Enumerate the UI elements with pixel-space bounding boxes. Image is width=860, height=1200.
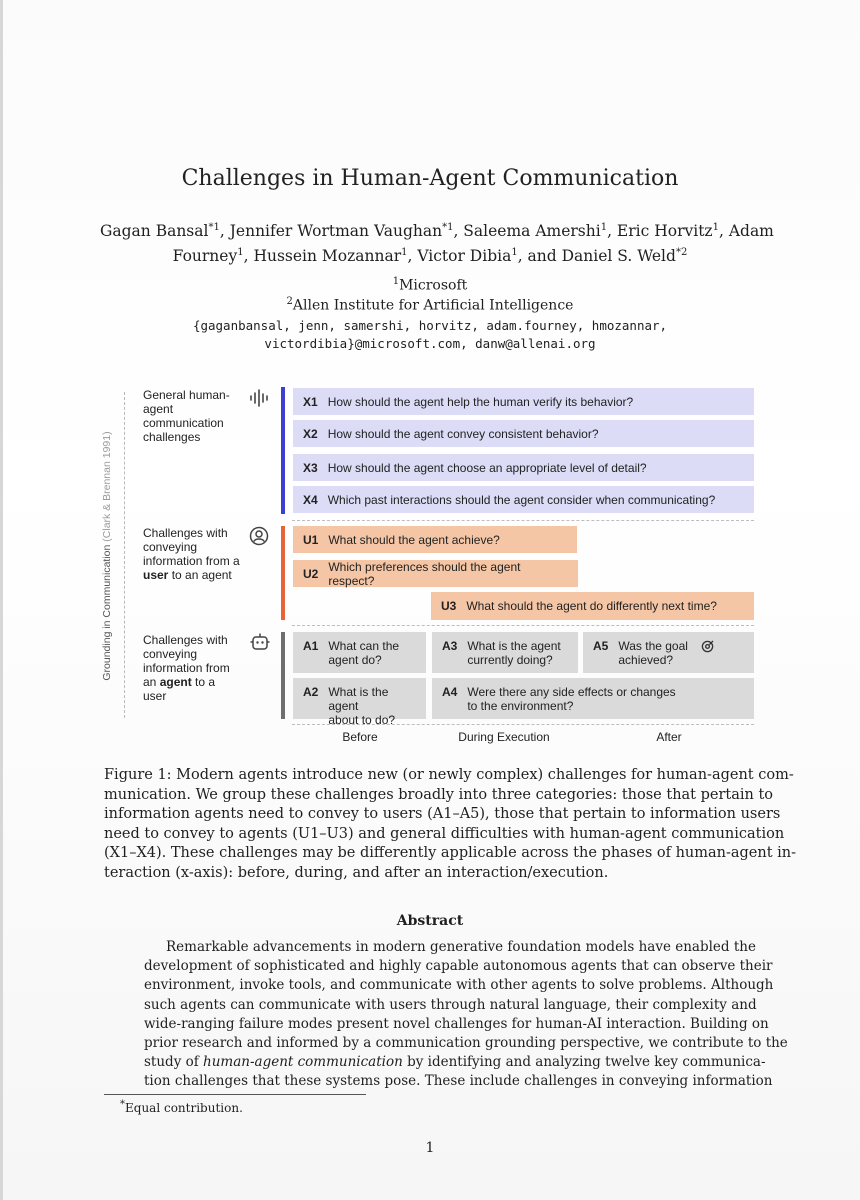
- category-agent-label: Challenges with conveying information from an agent to a user: [143, 633, 230, 703]
- challenge-a1: A1 What can the agent do?: [293, 632, 426, 673]
- target-check-icon: [701, 640, 714, 653]
- footnote: *Equal contribution.: [120, 1099, 243, 1115]
- footnote-rule: [104, 1094, 366, 1095]
- category-general-label: General human- agent communication challenges: [143, 388, 230, 444]
- phase-after: After: [656, 730, 682, 744]
- category-user-bar: [281, 526, 285, 620]
- challenge-x3: X3 How should the agent choose an appropriate level of detail?: [293, 454, 754, 481]
- author-line: Fourney$^1$, Hussein Mozannar$^1$, Victor Dibia$^1$, and Daniel S. Weld$^{*2}$: [172, 247, 688, 266]
- abstract-body: Remarkable advancements in modern generative foundation models have enabled the development of sophisticated and highly capable autonomous agents that can observe their environment, invoke tools, and communicate with other agents to solve problems. Although such agents can communicate with users through natural language, their complexity and wide-ranging failure modes present novel challenges for human-AI interaction. Building on prior research and informed by a communication grounding perspective, we contribute to the study of human-agent communication by identifying and analyzing twelve key communica- tion challenges that these systems pose. These include challenges in conveying information: [144, 939, 788, 1090]
- affiliation-microsoft: $^1$Microsoft: [392, 276, 468, 294]
- challenge-x4: X4 Which past interactions should the agent consider when communicating?: [293, 486, 754, 513]
- affiliation-ai2: $^2$Allen Institute for Artificial Intelligence: [286, 296, 574, 314]
- challenge-u1: U1 What should the agent achieve?: [293, 526, 577, 553]
- author-list: [100, 217, 774, 267]
- row-separator: [292, 625, 754, 626]
- figure-caption: Figure 1: Modern agents introduce new (or newly complex) challenges for human-agent com- munication. We group these challenges broadly into three categories: those that pertain to information agents need to convey to users (A1–A5), those that pertain to information users need to convey to agents (U1–U3) and general difficulties with human-agent communication (X1–X4). These challenges may be differently applicable across the phases of human-agent in- teraction (x-axis): before, during, and after an interaction/execution.: [104, 767, 797, 881]
- challenge-a2: A2 What is the agent about to do?: [293, 678, 426, 719]
- email-line: {gaganbansal, jenn, samershi, horvitz, adam.fourney, hmozannar,: [192, 318, 668, 333]
- axis-dashed-line: [124, 392, 125, 718]
- challenge-a5: A5 Was the goal achieved?: [583, 632, 754, 673]
- side-label-citation: (Clark & Brennan 1991): [101, 431, 113, 542]
- paper-title: Challenges in Human-Agent Communication: [181, 166, 679, 191]
- challenge-x1: X1 How should the agent help the human verify its behavior?: [293, 388, 754, 415]
- robot-icon: [249, 632, 271, 652]
- side-axis-label: [101, 406, 113, 706]
- challenge-a3: A3 What is the agent currently doing?: [432, 632, 578, 673]
- abstract-heading: Abstract: [396, 913, 464, 929]
- page-number: 1: [425, 1140, 435, 1156]
- phase-before: Before: [342, 730, 378, 744]
- challenge-a4: A4 Were there any side effects or changes to the environment?: [432, 678, 754, 719]
- user-icon: [249, 526, 269, 546]
- author-line: Gagan Bansal$^{*1}$, Jennifer Wortman Vaughan$^{*1}$, Saleema Amershi$^1$, Eric Horvitz$^1$, Adam: [100, 222, 774, 241]
- challenge-x2: X2 How should the agent convey consistent behavior?: [293, 420, 754, 447]
- email-line: victordibia}@microsoft.com, danw@allenai.org: [264, 336, 596, 351]
- category-general-bar: [281, 387, 285, 514]
- audio-wave-icon: [249, 389, 271, 407]
- row-separator: [292, 520, 754, 521]
- category-user-label: Challenges with conveying information from a user to an agent: [143, 526, 240, 582]
- challenge-u3: U3 What should the agent do differently next time?: [431, 592, 754, 620]
- row-separator: [292, 724, 754, 725]
- side-label-main: Grounding in Communication: [101, 544, 113, 681]
- phase-during-execution: During Execution: [458, 730, 550, 744]
- challenge-u2: U2 Which preferences should the agent respect?: [293, 560, 578, 587]
- category-agent-bar: [281, 632, 285, 719]
